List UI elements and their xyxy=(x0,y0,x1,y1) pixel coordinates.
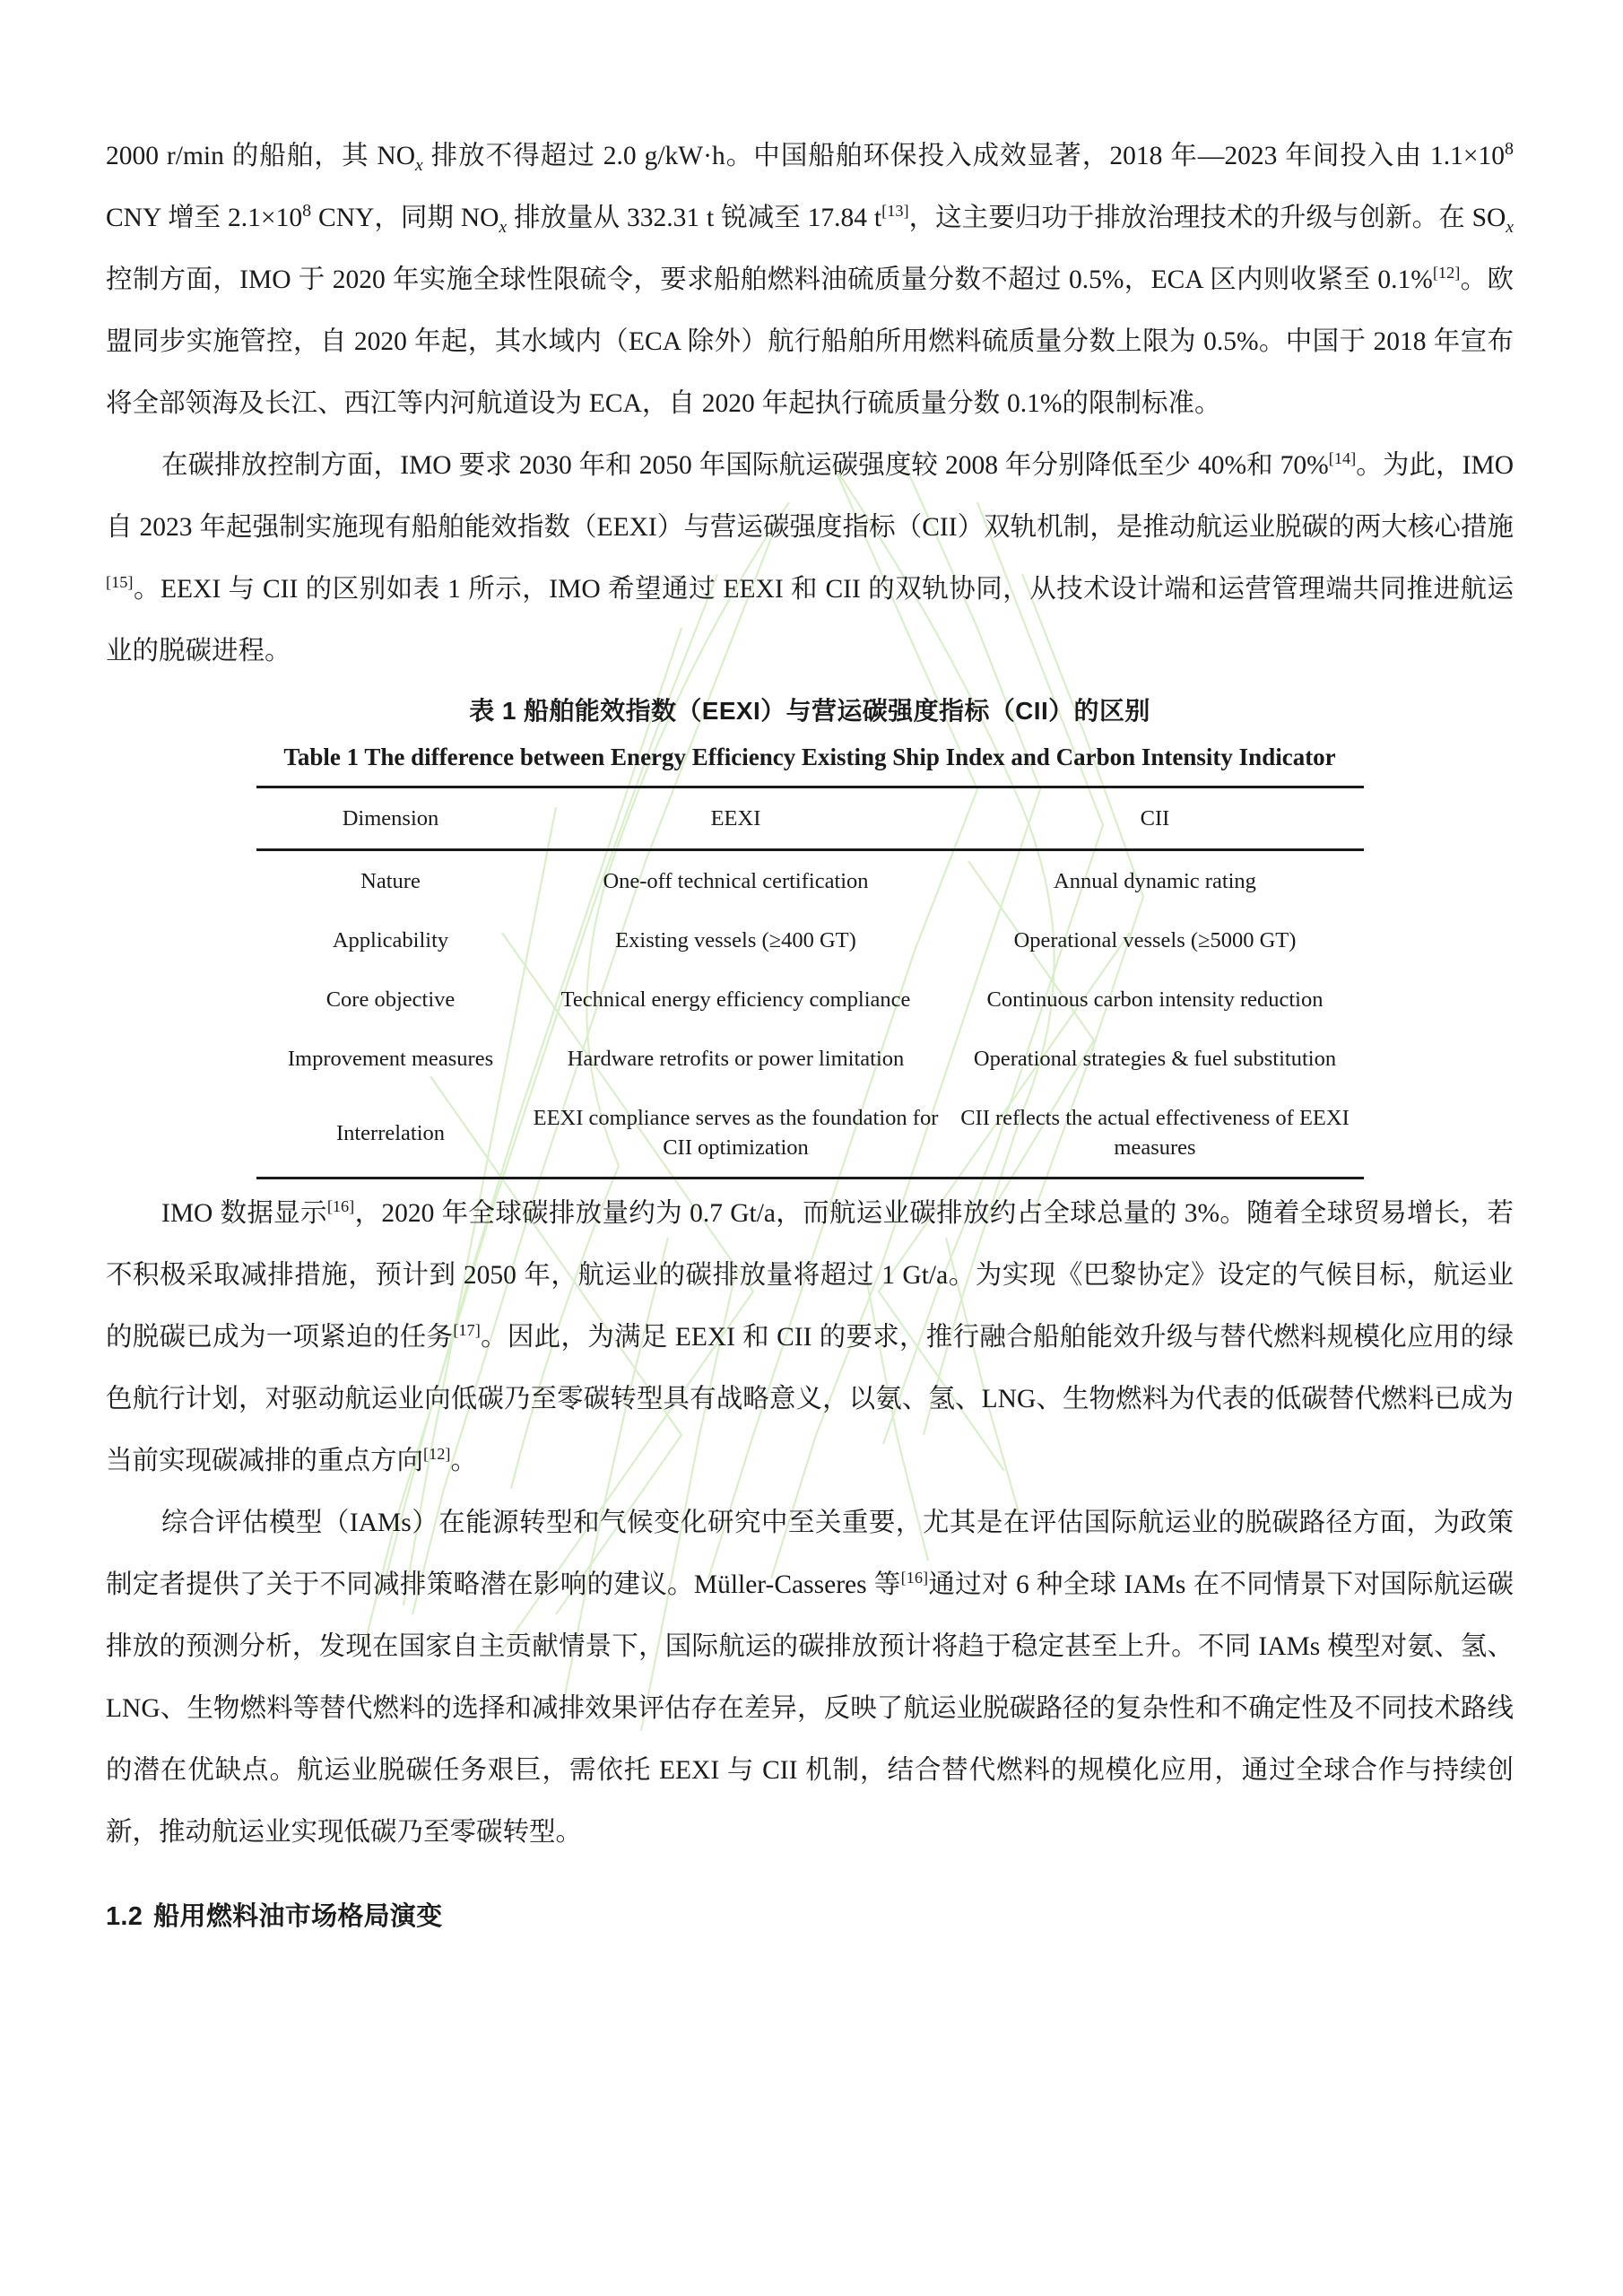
table-header xyxy=(256,787,1364,850)
table-cell-eexi: Technical energy efficiency compliance xyxy=(560,987,911,1012)
table-col-header-eexi: EEXI xyxy=(525,787,947,850)
table-cell-cii: Continuous carbon intensity reduction xyxy=(986,987,1324,1012)
table-cell-eexi: One-off technical certification xyxy=(525,850,947,911)
table-caption-english: Table 1 The difference between Energy Efficiency Existing Ship Index and Carbon Intensity Indicator xyxy=(283,744,1336,770)
table-row xyxy=(256,1088,1364,1178)
table-cell-eexi: EEXI compliance serves as the foundation for CII optimization xyxy=(525,1088,947,1178)
table-cell-dimension: Improvement measures xyxy=(287,1047,494,1071)
paragraph-carbon-control-imo: 在碳排放控制方面，IMO 要求 2030 年和 2050 年国际航运碳强度较 2008 年分别降低至少 40%和 70%[14]。为此，IMO 自 2023 年起强制实施现有船舶能效指数（EEXI）与营运碳强度指标（CII）双轨机制，是推动航运业脱碳的两大核心措施[15]。EEXI 与 CII 的区别如表 1 所示，IMO 希望通过 EEXI 和 CII 的双轨协同，从技术设计端和运营管理端共同推进航运业的脱碳进程。 xyxy=(106,449,1514,665)
table-eexi-cii-difference xyxy=(256,786,1364,1179)
table-row xyxy=(256,1029,1364,1088)
section-number: 1.2 xyxy=(106,1902,143,1931)
table-row xyxy=(256,850,1364,911)
paragraph-iams-models: 综合评估模型（IAMs）在能源转型和气候变化研究中至关重要，尤其是在评估国际航运业的脱碳路径方面，为政策制定者提供了关于不同减排策略潜在影响的建议。Müller-Casseres 等[16]通过对 6 种全球 IAMs 在不同情景下对国际航运碳排放的预测分析，发现在国家自主贡献情景下，国际航运的碳排放预计将趋于稳定甚至上升。不同 IAMs 模型对氨、氢、LNG、生物燃料等替代燃料的选择和减排效果评估存在差异，反映了航运业脱碳路径的复杂性和不确定性及不同技术路线的潜在优缺点。航运业脱碳任务艰巨，需依托 EEXI 与 CII 机制，结合替代燃料的规模化应用，通过全球合作与持续创新，推动航运业实现低碳乃至零碳转型。 xyxy=(106,1509,1514,1847)
table-col-header-cii: CII xyxy=(947,787,1364,850)
table-cell-cii: Operational vessels (≥5000 GT) xyxy=(1013,928,1297,952)
table-body xyxy=(256,850,1364,1178)
table-caption-chinese: 表 1 船舶能效指数（EEXI）与营运碳强度指标（CII）的区别 xyxy=(469,697,1150,725)
table-cell-eexi: Existing vessels (≥400 GT) xyxy=(615,928,856,952)
table-cell-dimension: Nature xyxy=(256,850,525,911)
table-cell-dimension: Applicability xyxy=(332,928,449,952)
table-cell-cii: Operational strategies & fuel substitution xyxy=(973,1047,1337,1071)
table-cell-cii: Annual dynamic rating xyxy=(947,850,1364,911)
table-1-block xyxy=(106,688,1514,1179)
table-cell-dimension: Interrelation xyxy=(256,1088,525,1178)
paragraph-nox-sox-regulation: 2000 r/min 的船舶，其 $NO_x$ 排放不得超过 2.0 g/kW·h。中国船舶环保投入成效显著，2018 年—2023 年间投入由 $1.1\times 10^8$ CNY 增至 $2.1\times 10^8$ CNY，同期 $NO_x$ 排放量从 332.31 t 锐减至 17.84 t[13]，这主要归功于排放治理技术的升级与创新。在 $SO_x$ 控制方面，IMO 于 2020 年实施全球性限硫令，要求船舶燃料油硫质量分数不超过 0.5%，ECA 区内则收紧至 0.1%[12]。欧盟同步实施管控，自 2020 年起，其水域内（ECA 除外）航行船舶所用燃料硫质量分数上限为 0.5%。中国于 2018 年宣布将全部领海及长江、西江等内河航道设为 ECA，自 2020 年起执行硫质量分数 0.1%的限制标准。 xyxy=(106,139,1514,418)
section-heading-1-2 xyxy=(106,1891,1514,1943)
table-cell-dimension: Core objective xyxy=(325,987,456,1012)
table-cell-eexi: Hardware retrofits or power limitation xyxy=(567,1047,905,1071)
table-row xyxy=(256,910,1364,970)
section-title: 船用燃料油市场格局演变 xyxy=(153,1902,443,1931)
table-cell-cii: CII reflects the actual effectiveness of EEXI measures xyxy=(947,1088,1364,1178)
page-content xyxy=(106,126,1514,1943)
table-row xyxy=(256,970,1364,1029)
table-col-header-dimension: Dimension xyxy=(256,787,525,850)
paragraph-imo-emission-data: IMO 数据显示[16]，2020 年全球碳排放量约为 0.7 Gt/a，而航运业碳排放约占全球总量的 3%。随着全球贸易增长，若不积极采取减排措施，预计到 2050 年，航运业的碳排放量将超过 1 Gt/a。为实现《巴黎协定》设定的气候目标，航运业的脱碳已成为一项紧迫的任务[17]。因此，为满足 EEXI 和 CII 的要求，推行融合船舶能效升级与替代燃料规模化应用的绿色航行计划，对驱动航运业向低碳乃至零碳转型具有战略意义，以氨、氢、LNG、生物燃料为代表的低碳替代燃料已成为当前实现碳减排的重点方向[12]。 xyxy=(106,1197,1514,1475)
table-header-row xyxy=(256,787,1364,850)
